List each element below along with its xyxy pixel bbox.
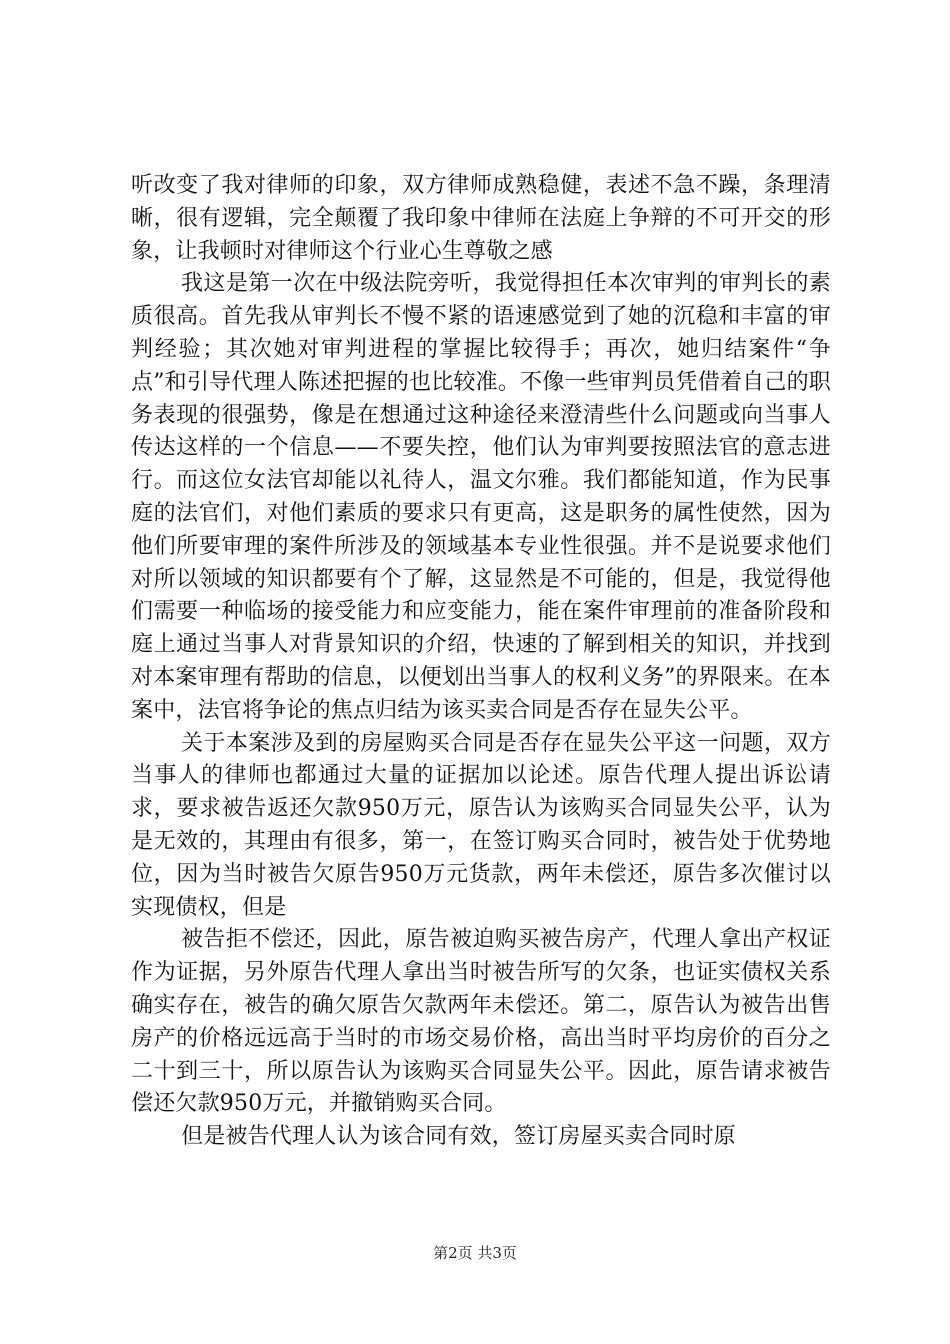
paragraph-3: 关于本案涉及到的房屋购买合同是否存在显失公平这一问题，双方当事人的律师也都通过大量的证据加以论述。原告代理人提出诉讼请求，要求被告返还欠款950万元，原告认为该购买合同显失公平，认为是无效的，其理由有很多，第一，在签订购买合同时，被告处于优势地位，因为当时被告欠原告950万元货款，两年未偿还，原告多次催讨以实现债权，但是 <box>131 730 831 920</box>
page-number-footer: 第2页 共3页 <box>433 1244 517 1262</box>
paragraph-2: 我这是第一次在中级法院旁听，我觉得担任本次审判的审判长的素质很高。首先我从审判长不慢不紧的语速感觉到了她的沉稳和丰富的审判经验；其次她对审判进程的掌握比较得手；再次，她归结案件“争点”和引导代理人陈述把握的也比较准。不像一些审判员凭借着自己的职务表现的很强势，像是在想通过这种途径来澄清些什么问题或向当事人传达这样的一个信息——不要失控，他们认为审判要按照法官的意志进行。而这位女法官却能以礼待人，温文尔雅。我们都能知道，作为民事庭的法官们，对他们素质的要求只有更高，这是职务的属性使然，因为他们所要审理的案件所涉及的领域基本专业性很强。并不是说要求他们对所以领域的知识都要有个了解，这显然是不可能的，但是，我觉得他们需要一种临场的接受能力和应变能力，能在案件审理前的准备阶段和庭上通过当事人对背景知识的介绍，快速的了解到相关的知识，并找到对本案审理有帮助的信息，以便划出当事人的权利义务”的界限来。在本案中，法官将争论的焦点归结为该买卖合同是否存在显失公平。 <box>131 271 831 723</box>
paragraph-4: 被告拒不偿还，因此，原告被迫购买被告房产，代理人拿出产权证作为证据，另外原告代理人拿出当时被告所写的欠条，也证实债权关系确实存在，被告的确欠原告欠款两年未偿还。第二，原告认为被告出售房产的价格远远高于当时的市场交易价格，高出当时平均房价的百分之二十到三十，所以原告认为该购买合同显失公平。因此，原告请求被告偿还欠款950万元，并撤销购买合同。 <box>131 927 831 1117</box>
paragraph-1: 听改变了我对律师的印象，双方律师成熟稳健，表述不急不躁，条理清晰，很有逻辑，完全颠覆了我印象中律师在法庭上争辩的不可开交的形象，让我顿时对律师这个行业心生尊敬之感 <box>131 173 831 264</box>
paragraph-5: 但是被告代理人认为该合同有效，签订房屋买卖合同时原 <box>181 1124 737 1150</box>
document-body <box>131 170 831 1154</box>
